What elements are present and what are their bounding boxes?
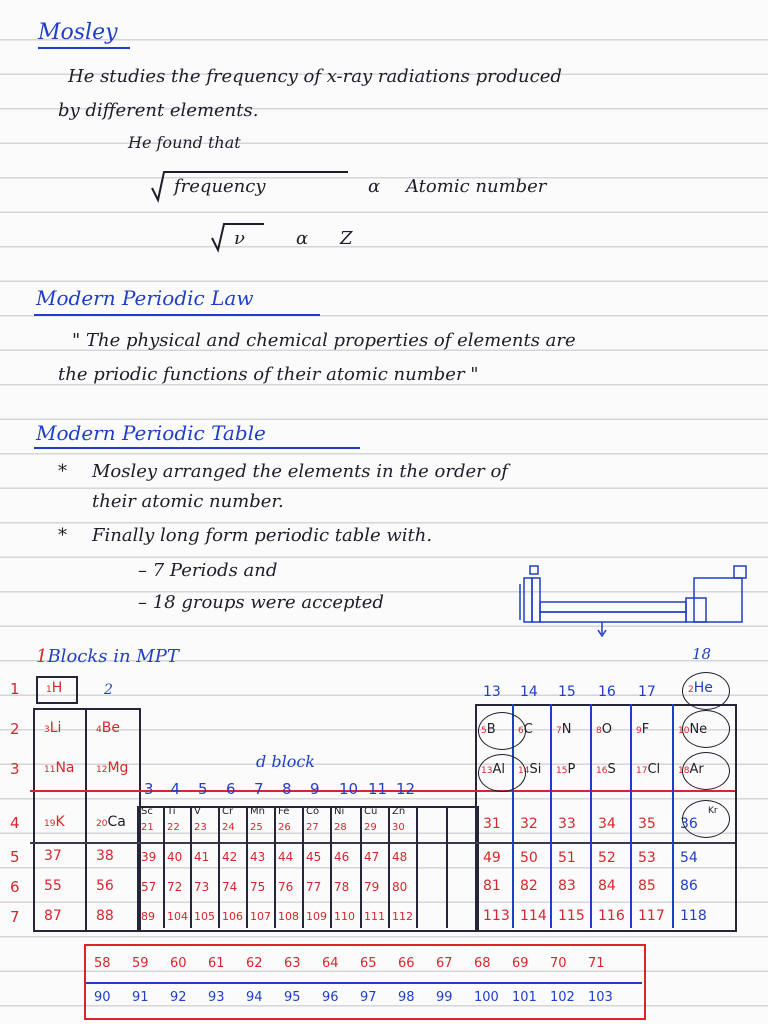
atomic-number: 5 [481, 726, 487, 736]
atomic-number: 10 [678, 726, 690, 736]
p-element-number: 49 [483, 850, 501, 866]
d-element-number: 73 [194, 880, 210, 894]
blocks-heading-text: Blocks in MPT [47, 646, 179, 667]
p-element-number: 83 [558, 878, 576, 894]
d-element-symbol: Ti [167, 806, 176, 817]
f-element-number: 62 [246, 956, 263, 971]
d-element-number: 25 [250, 822, 263, 833]
d-block-column-line [330, 806, 332, 928]
group-label: 6 [226, 780, 236, 798]
p-element-number: 86 [680, 878, 698, 894]
p-element [636, 722, 649, 737]
d-element-number: 112 [392, 910, 413, 923]
d-element-number: 104 [167, 910, 188, 923]
element-symbol: Ca [107, 814, 126, 830]
atomic-number: 2 [688, 685, 694, 695]
f-element-number: 100 [474, 990, 499, 1005]
p-element-number: 53 [638, 850, 656, 866]
group-label: 9 [310, 780, 320, 798]
group-label: 7 [254, 780, 264, 798]
p-element-number: 114 [520, 908, 547, 924]
f-element-number: 95 [284, 990, 301, 1005]
d-element-symbol: Zn [392, 806, 406, 817]
d-element-number: 29 [364, 822, 377, 833]
group-label: 12 [396, 780, 416, 798]
p-element-number: 32 [520, 816, 538, 832]
element-symbol: O [601, 722, 612, 737]
d-element-number: 74 [222, 880, 238, 894]
s1-element [44, 720, 61, 736]
blocks-heading [36, 646, 179, 667]
table-heading: Modern Periodic Table [36, 421, 266, 445]
element-symbol: Be [101, 720, 120, 736]
atomic-number: 15 [556, 766, 568, 776]
p-element-number: 117 [638, 908, 665, 924]
element-symbol: He [693, 680, 713, 696]
period-number: 7 [10, 908, 20, 926]
f-element-number: 64 [322, 956, 339, 971]
d-block-column-line [218, 806, 220, 928]
d-block-column-line [360, 806, 362, 928]
p-element-number: 84 [598, 878, 616, 894]
s1-element: 87 [44, 908, 62, 924]
group-label: 13 [483, 684, 501, 700]
sqrt-formula-2 [210, 222, 266, 254]
p-element-number: 52 [598, 850, 616, 866]
d-element-number: 89 [141, 910, 155, 923]
group-label: 4 [170, 780, 181, 798]
atomic-number: 14 [518, 766, 530, 776]
d-element-number: 46 [334, 850, 350, 864]
d-block-column-line [246, 806, 248, 928]
atomic-number: 4 [96, 725, 102, 735]
highlight-circle [682, 672, 730, 710]
d-element-number: 27 [306, 822, 319, 833]
element-symbol: Na [55, 760, 75, 776]
d-element-number: 40 [167, 850, 183, 864]
sub-item-periods: – 7 Periods and [138, 560, 278, 581]
f-element-number: 65 [360, 956, 377, 971]
s2-element: 38 [96, 848, 114, 864]
f-element-number: 91 [132, 990, 149, 1005]
intro-line-2: by different elements. [58, 100, 259, 121]
atomic-number: 12 [96, 765, 108, 775]
d-element-number: 21 [141, 822, 154, 833]
s2-element [96, 720, 120, 736]
d-element-number: 105 [194, 910, 215, 923]
p-element-number: 54 [680, 850, 698, 866]
group-2-label: 2 [104, 682, 113, 698]
p-element [596, 722, 612, 737]
d-element-number: 45 [306, 850, 322, 864]
s1-element [44, 814, 65, 830]
f-element-number: 103 [588, 990, 613, 1005]
d-element-number: 79 [364, 880, 380, 894]
group-label: 17 [638, 684, 656, 700]
element-symbol: N [561, 722, 572, 737]
s2-element [96, 814, 126, 830]
atomic-number: 18 [678, 766, 690, 776]
highlight-circle [478, 754, 526, 792]
d-block-label: d block [256, 752, 315, 771]
atomic-number: 8 [596, 726, 602, 736]
bullet-2: * [58, 525, 67, 546]
d-block-column-line [163, 806, 165, 928]
p-element-number: 51 [558, 850, 576, 866]
d-element-number: 109 [306, 910, 327, 923]
group-label: 8 [282, 780, 292, 798]
bullet-1: * [58, 461, 67, 482]
d-element-number: 43 [250, 850, 266, 864]
d-element-symbol: Sc [141, 806, 153, 817]
element-symbol: Al [492, 762, 505, 777]
d-element-number: 30 [392, 822, 405, 833]
f-element-number: 71 [588, 956, 605, 971]
p-element-number: 50 [520, 850, 538, 866]
d-element-symbol: V [194, 806, 201, 817]
atomic-number: 16 [596, 766, 608, 776]
element-symbol: P [567, 762, 576, 777]
d-element-number: 23 [194, 822, 207, 833]
p-element-number: 118 [680, 908, 707, 924]
formula-2-op: α [296, 228, 309, 249]
d-element-symbol: Mn [250, 806, 265, 817]
d-element-symbol: Cu [364, 806, 378, 817]
d-element-number: 41 [194, 850, 210, 864]
f-element-number: 68 [474, 956, 491, 971]
element-symbol: Si [529, 762, 542, 777]
atomic-number: 11 [44, 765, 56, 775]
law-line-2: the priodic functions of their atomic number " [58, 364, 479, 385]
d-block-column-line [416, 806, 418, 928]
f-element-number: 96 [322, 990, 339, 1005]
formula-1-lhs: frequency [174, 176, 266, 197]
p-element-number: 82 [520, 878, 538, 894]
f-element-number: 58 [94, 956, 111, 971]
atomic-number: 20 [96, 819, 108, 829]
element-symbol: Ne [689, 722, 708, 737]
f-element-number: 66 [398, 956, 415, 971]
d-block-column-line [190, 806, 192, 928]
p-element-number: 81 [483, 878, 501, 894]
d-element-number: 80 [392, 880, 408, 894]
period-number: 6 [10, 878, 20, 896]
f-element-number: 90 [94, 990, 111, 1005]
d-element-symbol: Ni [334, 806, 345, 817]
d-element-number: 108 [278, 910, 299, 923]
d-element-number: 47 [364, 850, 380, 864]
f-element-number: 61 [208, 956, 225, 971]
highlight-circle [682, 800, 730, 838]
element-symbol: H [51, 680, 63, 696]
group-label: 14 [520, 684, 538, 700]
d-element-number: 57 [141, 880, 157, 894]
p-block-column-line [590, 704, 592, 928]
blocks-heading-num: 1 [36, 646, 48, 667]
sqrt-formula-1 [150, 170, 350, 204]
group-label: 16 [598, 684, 616, 700]
f-element-number: 98 [398, 990, 415, 1005]
law-heading: Modern Periodic Law [36, 286, 254, 310]
p-element-number: 31 [483, 816, 501, 832]
element-symbol: C [523, 722, 533, 737]
p-block-column-line [630, 704, 632, 928]
highlight-circle [478, 712, 526, 750]
p-element-number: 34 [598, 816, 616, 832]
group-18-label: 18 [692, 645, 712, 663]
atomic-number: 6 [518, 726, 524, 736]
p-element-number: 115 [558, 908, 585, 924]
period-number: 3 [10, 760, 20, 778]
atomic-number: 7 [556, 726, 562, 736]
f-element-number: 67 [436, 956, 453, 971]
s-block-divider [85, 708, 87, 930]
d-element-number: 77 [306, 880, 322, 894]
group-label: 11 [368, 780, 388, 798]
table-underline [34, 447, 360, 449]
d-element-number: 26 [278, 822, 291, 833]
d-element-number: 42 [222, 850, 238, 864]
bullet-1-line-a: Mosley arranged the elements in the order of [92, 461, 508, 482]
s1-element [44, 760, 75, 776]
f-element-number: 94 [246, 990, 263, 1005]
group-label: 5 [198, 780, 208, 798]
d-element-number: 107 [250, 910, 271, 923]
formula-2-lhs: ν [234, 228, 245, 249]
atomic-number: 13 [481, 766, 493, 776]
f-element-number: 102 [550, 990, 575, 1005]
group-label: 3 [144, 780, 154, 798]
bullet-2-text: Finally long form periodic table with. [92, 525, 433, 546]
s1-element: 55 [44, 878, 62, 894]
d-element-number: 75 [250, 880, 266, 894]
element-symbol: Ar [689, 762, 704, 777]
p-element-number: 85 [638, 878, 656, 894]
f-element-number: 70 [550, 956, 567, 971]
d-element-number: 24 [222, 822, 235, 833]
period-number: 4 [10, 814, 20, 832]
f-element-number: 99 [436, 990, 453, 1005]
krypton-label: Kr [708, 806, 718, 816]
formula-1-rhs: Atomic number [406, 176, 547, 197]
d-element-number: 22 [167, 822, 180, 833]
atomic-number: 19 [44, 819, 56, 829]
element-symbol: F [641, 722, 650, 737]
d-block-column-line [274, 806, 276, 928]
period-number: 2 [10, 720, 20, 738]
element-symbol: Li [49, 720, 62, 736]
p-element-number: 35 [638, 816, 656, 832]
d-element-number: 111 [364, 910, 385, 923]
d-element-number: 48 [392, 850, 408, 864]
d-element-number: 110 [334, 910, 355, 923]
title-underline [38, 47, 130, 49]
d-element-number: 106 [222, 910, 243, 923]
f-block-divider [86, 982, 642, 984]
f-element-number: 59 [132, 956, 149, 971]
highlight-circle [682, 752, 730, 790]
d-element-symbol: Co [306, 806, 320, 817]
p-element [556, 762, 575, 777]
atomic-number: 17 [636, 766, 648, 776]
d-block-column-line [302, 806, 304, 928]
group-label: 10 [339, 780, 359, 798]
f-element-number: 60 [170, 956, 187, 971]
d-element-number: 78 [334, 880, 350, 894]
law-line-1: " The physical and chemical properties of elements are [72, 330, 576, 351]
s2-element [96, 760, 128, 776]
p-element-number: 36 [680, 816, 698, 832]
atomic-number: 9 [636, 726, 642, 736]
p-block-column-line [672, 704, 674, 928]
highlight-circle [682, 710, 730, 748]
formula-1-op: α [368, 176, 381, 197]
period-number: 5 [10, 848, 20, 866]
intro-line-3: He found that [128, 133, 241, 152]
d-block-column-line [388, 806, 390, 928]
s2-element: 56 [96, 878, 114, 894]
intro-line-1: He studies the frequency of x-ray radiations produced [68, 66, 562, 87]
d-element-number: 44 [278, 850, 294, 864]
element-symbol: Cl [647, 762, 661, 777]
d-block-column-line [446, 806, 448, 928]
f-element-number: 101 [512, 990, 537, 1005]
p-element [556, 722, 571, 737]
period-number: 1 [10, 680, 20, 698]
formula-2-rhs: Z [340, 228, 353, 249]
p-element-number: 33 [558, 816, 576, 832]
p-element-number: 116 [598, 908, 625, 924]
f-element-number: 63 [284, 956, 301, 971]
d-element-number: 76 [278, 880, 294, 894]
p-element [636, 762, 660, 777]
p-element [596, 762, 616, 777]
d-element-symbol: Cr [222, 806, 234, 817]
sub-item-groups: – 18 groups were accepted [138, 592, 384, 613]
d-element-symbol: Fe [278, 806, 290, 817]
s1-element: 37 [44, 848, 62, 864]
element-symbol: B [486, 722, 496, 737]
d-element-number: 28 [334, 822, 347, 833]
f-element-number: 92 [170, 990, 187, 1005]
p-element-number: 113 [483, 908, 510, 924]
s2-element: 88 [96, 908, 114, 924]
p-block-column-line [550, 704, 552, 928]
element-symbol: S [607, 762, 616, 777]
f-element-number: 69 [512, 956, 529, 971]
d-element-number: 72 [167, 880, 183, 894]
f-element-number: 93 [208, 990, 225, 1005]
element-symbol: K [55, 814, 65, 830]
atomic-number: 1 [46, 685, 52, 695]
d-element-number: 39 [141, 850, 157, 864]
title-mosley: Mosley [38, 20, 118, 45]
mini-periodic-table-icon [516, 562, 752, 640]
bullet-1-line-b: their atomic number. [92, 491, 284, 512]
atomic-number: 3 [44, 725, 50, 735]
element-symbol: Mg [107, 760, 129, 776]
group-label: 15 [558, 684, 576, 700]
s1-element [46, 680, 62, 696]
law-underline [34, 314, 320, 316]
f-element-number: 97 [360, 990, 377, 1005]
